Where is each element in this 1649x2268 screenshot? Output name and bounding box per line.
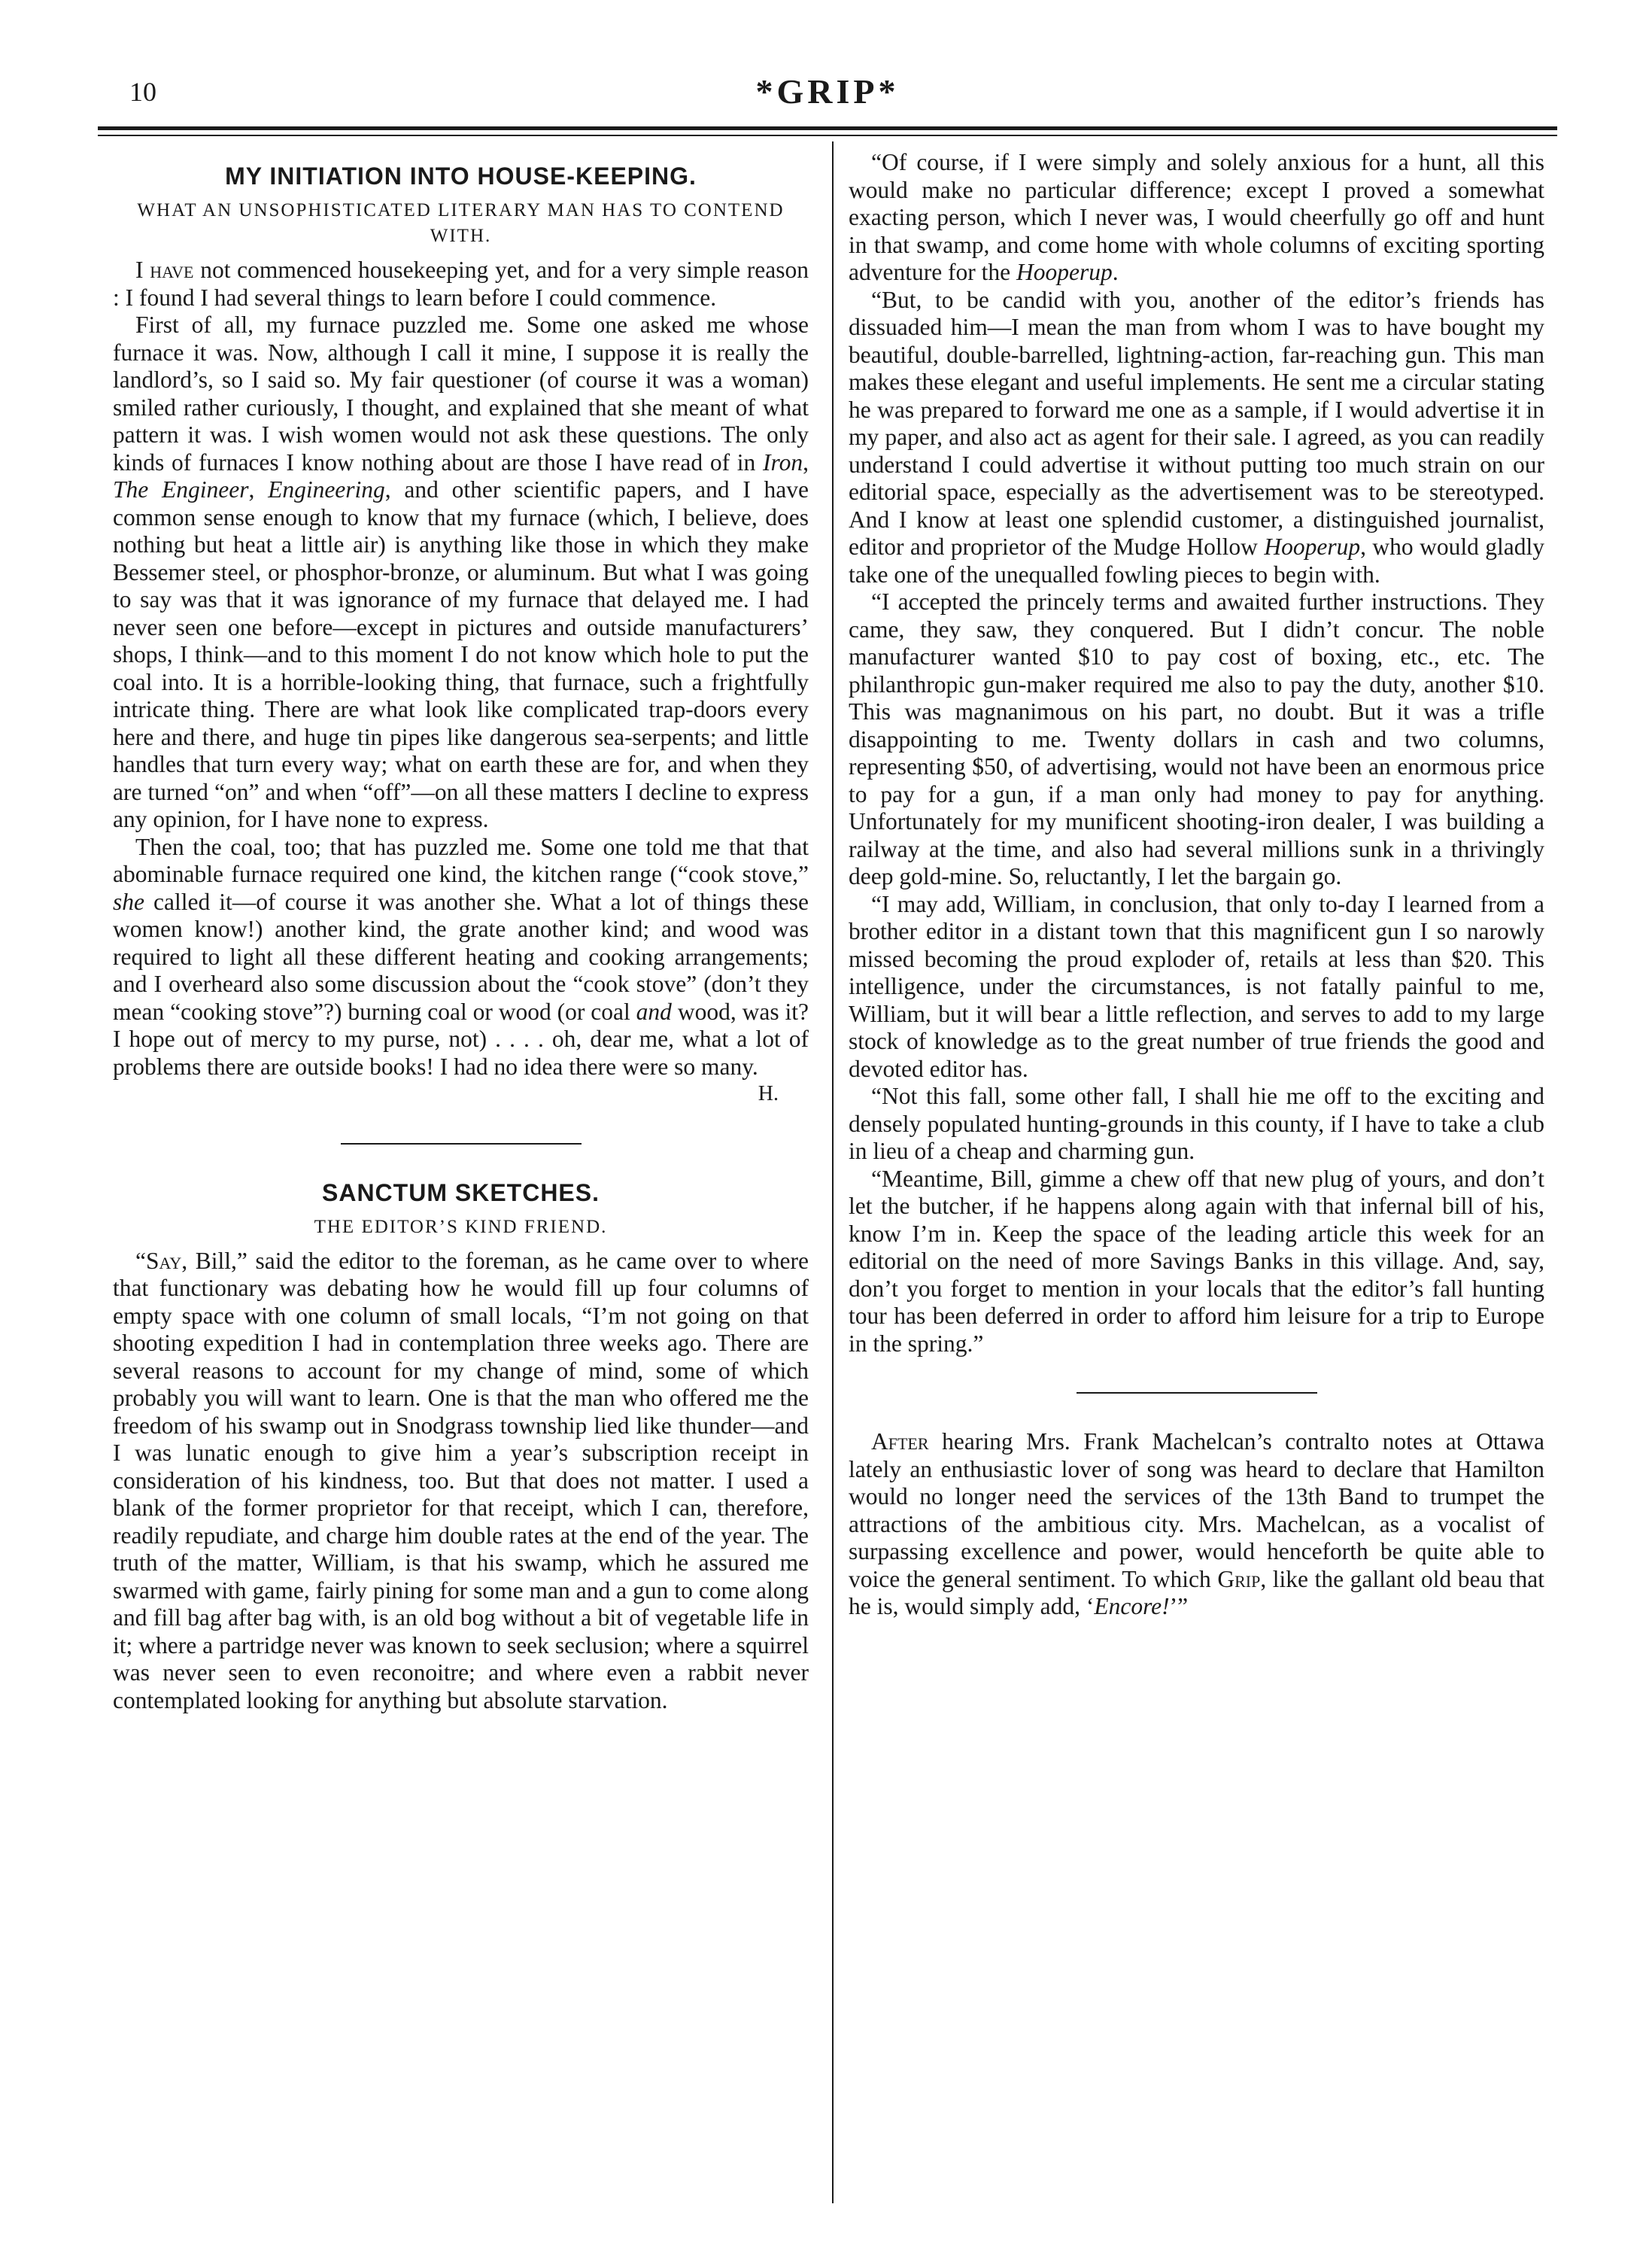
paragraph — [849, 1428, 1544, 1621]
paragraph — [849, 149, 1544, 287]
grip-name: Grip — [1217, 1565, 1261, 1592]
paragraph-text: ’” — [1169, 1593, 1189, 1619]
paragraph-text: hearing Mrs. Frank Machelcan’s contralto notes at Ottawa lately an enthusiastic lover of song was heard to declare that Hamilton would no longer need the services of the 13th Band to trumpet the attractions of the ambitious city. Mrs. Machelcan, as a vocalist of surpassing excellence and power, would henceforth be quite able to voice the general sentiment. To which — [849, 1428, 1544, 1592]
italic-title: The Engineer — [113, 476, 249, 503]
italic-word: she — [113, 888, 144, 915]
paragraph — [113, 834, 809, 1081]
paragraph: “Not this fall, some other fall, I shall hie me off to the exciting and densely populated hunting-grounds in this county, if I have to take a club in lieu of a cheap and charming gun. — [849, 1083, 1544, 1164]
paragraph — [113, 312, 809, 834]
paragraph — [113, 1248, 809, 1715]
paragraph-text: called it—of course it was another she. What a lot of things these women know!) another kind, the grate another kind; and wood was required to light all these different heating and cooking arrangements; and I overheard also some discussion about the “cook stove” (don’t they mean “cooking stove”?) burning coal or wood (or coal — [113, 888, 809, 1025]
page-header — [98, 71, 1557, 117]
paragraph-text: , — [248, 476, 269, 503]
paragraph-text: , Bill,” said the editor to the foreman, as he came over to where that functionary was debating how he would fill up four columns of empty space with one column of small locals, “I’m not going on that shooting expedition I had in contemplation three weeks ago. There are several reasons to account for my change of mind, some of which probably you will want to learn. One is that the man who offered me the freedom of his swamp out in Snodgrass township lied like thunder—and I was lunatic enough to give him a year’s subscription receipt in consideration of his kindness, too. But that does not matter. I used a blank of the former proprietor for that receipt, which I can, therefore, readily repudiate, and charge him double rates at the end of the year. The truth of the matter, William, is that his swamp, which he assured me swarmed with game, fairly pining for some man and a gun to come along and fill bag after bag with, is an old bog without a bit of vegetable life in it; where a partridge never was known to seek seclusion; where a squirrel was never seen to even reconoitre; and where even a rabbit never contemplated looking for anything but absolute starvation. — [113, 1247, 809, 1713]
paragraph-text: wood, was it? I hope out of mercy to my purse, not) . . . . oh, dear me, what a lot of problems there are outside books! I had no idea there were so many. — [113, 998, 809, 1080]
paragraph-text: , — [803, 448, 809, 476]
paragraph: “Meantime, Bill, gimme a chew off that new plug of yours, and don’t let the butcher, if he happens along again with that infernal bill of his, know I’m in. Keep the space of the leading article this week for an editorial on the need of more Savings Banks in this village. And, say, don’t you forget to mention in your locals that the editor’s fall hunting tour has been deferred in order to afford him leisure for a trip to Europe in the spring.” — [849, 1165, 1544, 1357]
author-signature: H. — [758, 1082, 779, 1105]
paragraph-text: Then the coal, too; that has puzzled me. Some one told me that that abominable furnace required one kind, the kitchen range (“cook stove,” — [113, 833, 809, 887]
italic-word: Encore! — [1094, 1593, 1170, 1619]
paragraph — [849, 287, 1544, 589]
paragraph: “I may add, William, in conclusion, that only to-day I learned from a brother editor in a distant town that this magnificent gun I so narowly missed becoming the proud exploder of, retails at less than $20. This intelligence, under the circumstances, is not fatally painful to me, William, but it will bear a little reflection, and serves to add to my large stock of knowledge as to the great number of true friends the good and devoted editor has. — [849, 890, 1544, 1082]
paragraph-text: , like the gallant old beau that he is, would simply add, ‘ — [849, 1565, 1544, 1619]
italic-word: and — [636, 998, 672, 1025]
italic-title: Engineering — [268, 476, 385, 503]
italic-title: Hooperup — [1016, 259, 1113, 285]
paragraph-text: , and other scientific papers, and I have common sense enough to know that my furnace (which, I believe, does nothing but heat a little air) is anything like those in which they make Bessemer steel, or phosphor-bronze, or aluminum. But what I was going to say was that it was ignorance of my furnace that delayed me. I had never seen one before—except in pictures and outside manufacturers’ shops, I think—and to this moment I do not know which hole to put the coal into. It is a horrible-looking thing, that furnace, such a frightfully intricate thing. There are what look like complicated trap-doors every here and there, and huge tin pipes like dangerous sea-serpents; and little handles that turn every way; what on earth these are for, and when they are turned “on” and when “off”—on all these matters I decline to express any opinion, for I have none to express. — [113, 476, 809, 832]
paragraph-text: , who would gladly take one of the unequalled fowling pieces to begin with. — [849, 534, 1544, 588]
lead-words: I have — [135, 257, 194, 283]
paragraph-text: First of all, my furnace puzzled me. Some one asked me whose furnace it was. Now, although I call it mine, I suppose it is really the landlord’s, so I said so. My fair questioner (of course it was a woman) smiled rather curiously, I thought, and explained that she meant of what pattern it was. I wish women would not ask these questions. The only kinds of furnaces I know nothing about are those I have read of in — [113, 312, 809, 476]
paragraph: “I accepted the princely terms and awaited further instructions. They came, they saw, they conquered. But I didn’t concur. The noble manufacturer wanted $10 to pay cost of boxing, etc., etc. The philanthropic gun-maker required me also to pay the duty, another $10. This was magnanimous on his part, no doubt. But it was a trifle disappointing to me. Twenty dollars in cash and two columns, representing $50, of advertising, would not have been an enormous price to pay for a gun, if a man only had money to pay for anything. Unfortunately for my munificent shooting-iron dealer, I was building a railway at the time, and also had several millions sunk in a thrivingly deep gold-mine. So, reluctantly, I let the bargain go. — [849, 588, 1544, 889]
article-subtitle: WHAT AN UNSOPHISTICATED LITERARY MAN HAS TO CONTEND WITH. — [137, 200, 785, 246]
article-subtitle: THE EDITOR’S KIND FRIEND. — [314, 1216, 608, 1237]
lead-words: “Say — [135, 1247, 182, 1274]
right-column — [849, 149, 1544, 1621]
header-rule-thin — [98, 135, 1557, 136]
header-rule-thick — [98, 126, 1557, 130]
article-title: SANCTUM SKETCHES. — [321, 1178, 600, 1206]
paragraph-text: “Of course, if I were simply and solely anxious for a hunt, all this would make no particular difference; except I proved a somewhat exacting person, which I never was, I would cheerfully go off and hunt in that swamp, and come home with whole columns of exciting sporting adventure for the — [849, 149, 1544, 285]
article-title: MY INITIATION INTO HOUSE-KEEPING. — [225, 163, 697, 190]
paragraph-text: . — [1112, 259, 1119, 285]
paragraph-text: “But, to be candid with you, another of the editor’s friends has dissuaded him—I mean the man from whom I was to have bought my beautiful, double-barrelled, lightning-action, far-reaching gun. This man makes these elegant and useful implements. He sent me a circular stating he was prepared to forward me one as a sample, if I would advertise it in my paper, and also act as agent for their sale. I agreed, as you can readily understand I could advertise it without putting too much strain on our editorial space, especially as the advertisement was to be stereotyped. And I know at least one splendid customer, a distinguished journalist, editor and proprietor of the Mudge Hollow — [849, 286, 1544, 560]
section-divider — [1077, 1392, 1317, 1394]
section-divider — [341, 1143, 582, 1145]
column-divider — [832, 141, 834, 2203]
paragraph — [113, 257, 809, 312]
paragraph-text: not commenced housekeeping yet, and for a very simple reason : I found I had several things to learn before I could commence. — [113, 257, 809, 311]
left-column — [113, 149, 809, 1714]
italic-title: Iron — [763, 448, 803, 476]
page-number: 10 — [129, 77, 156, 107]
masthead-title: *GRIP* — [755, 72, 900, 111]
italic-title: Hooperup — [1264, 534, 1361, 560]
lead-words: After — [871, 1428, 929, 1455]
